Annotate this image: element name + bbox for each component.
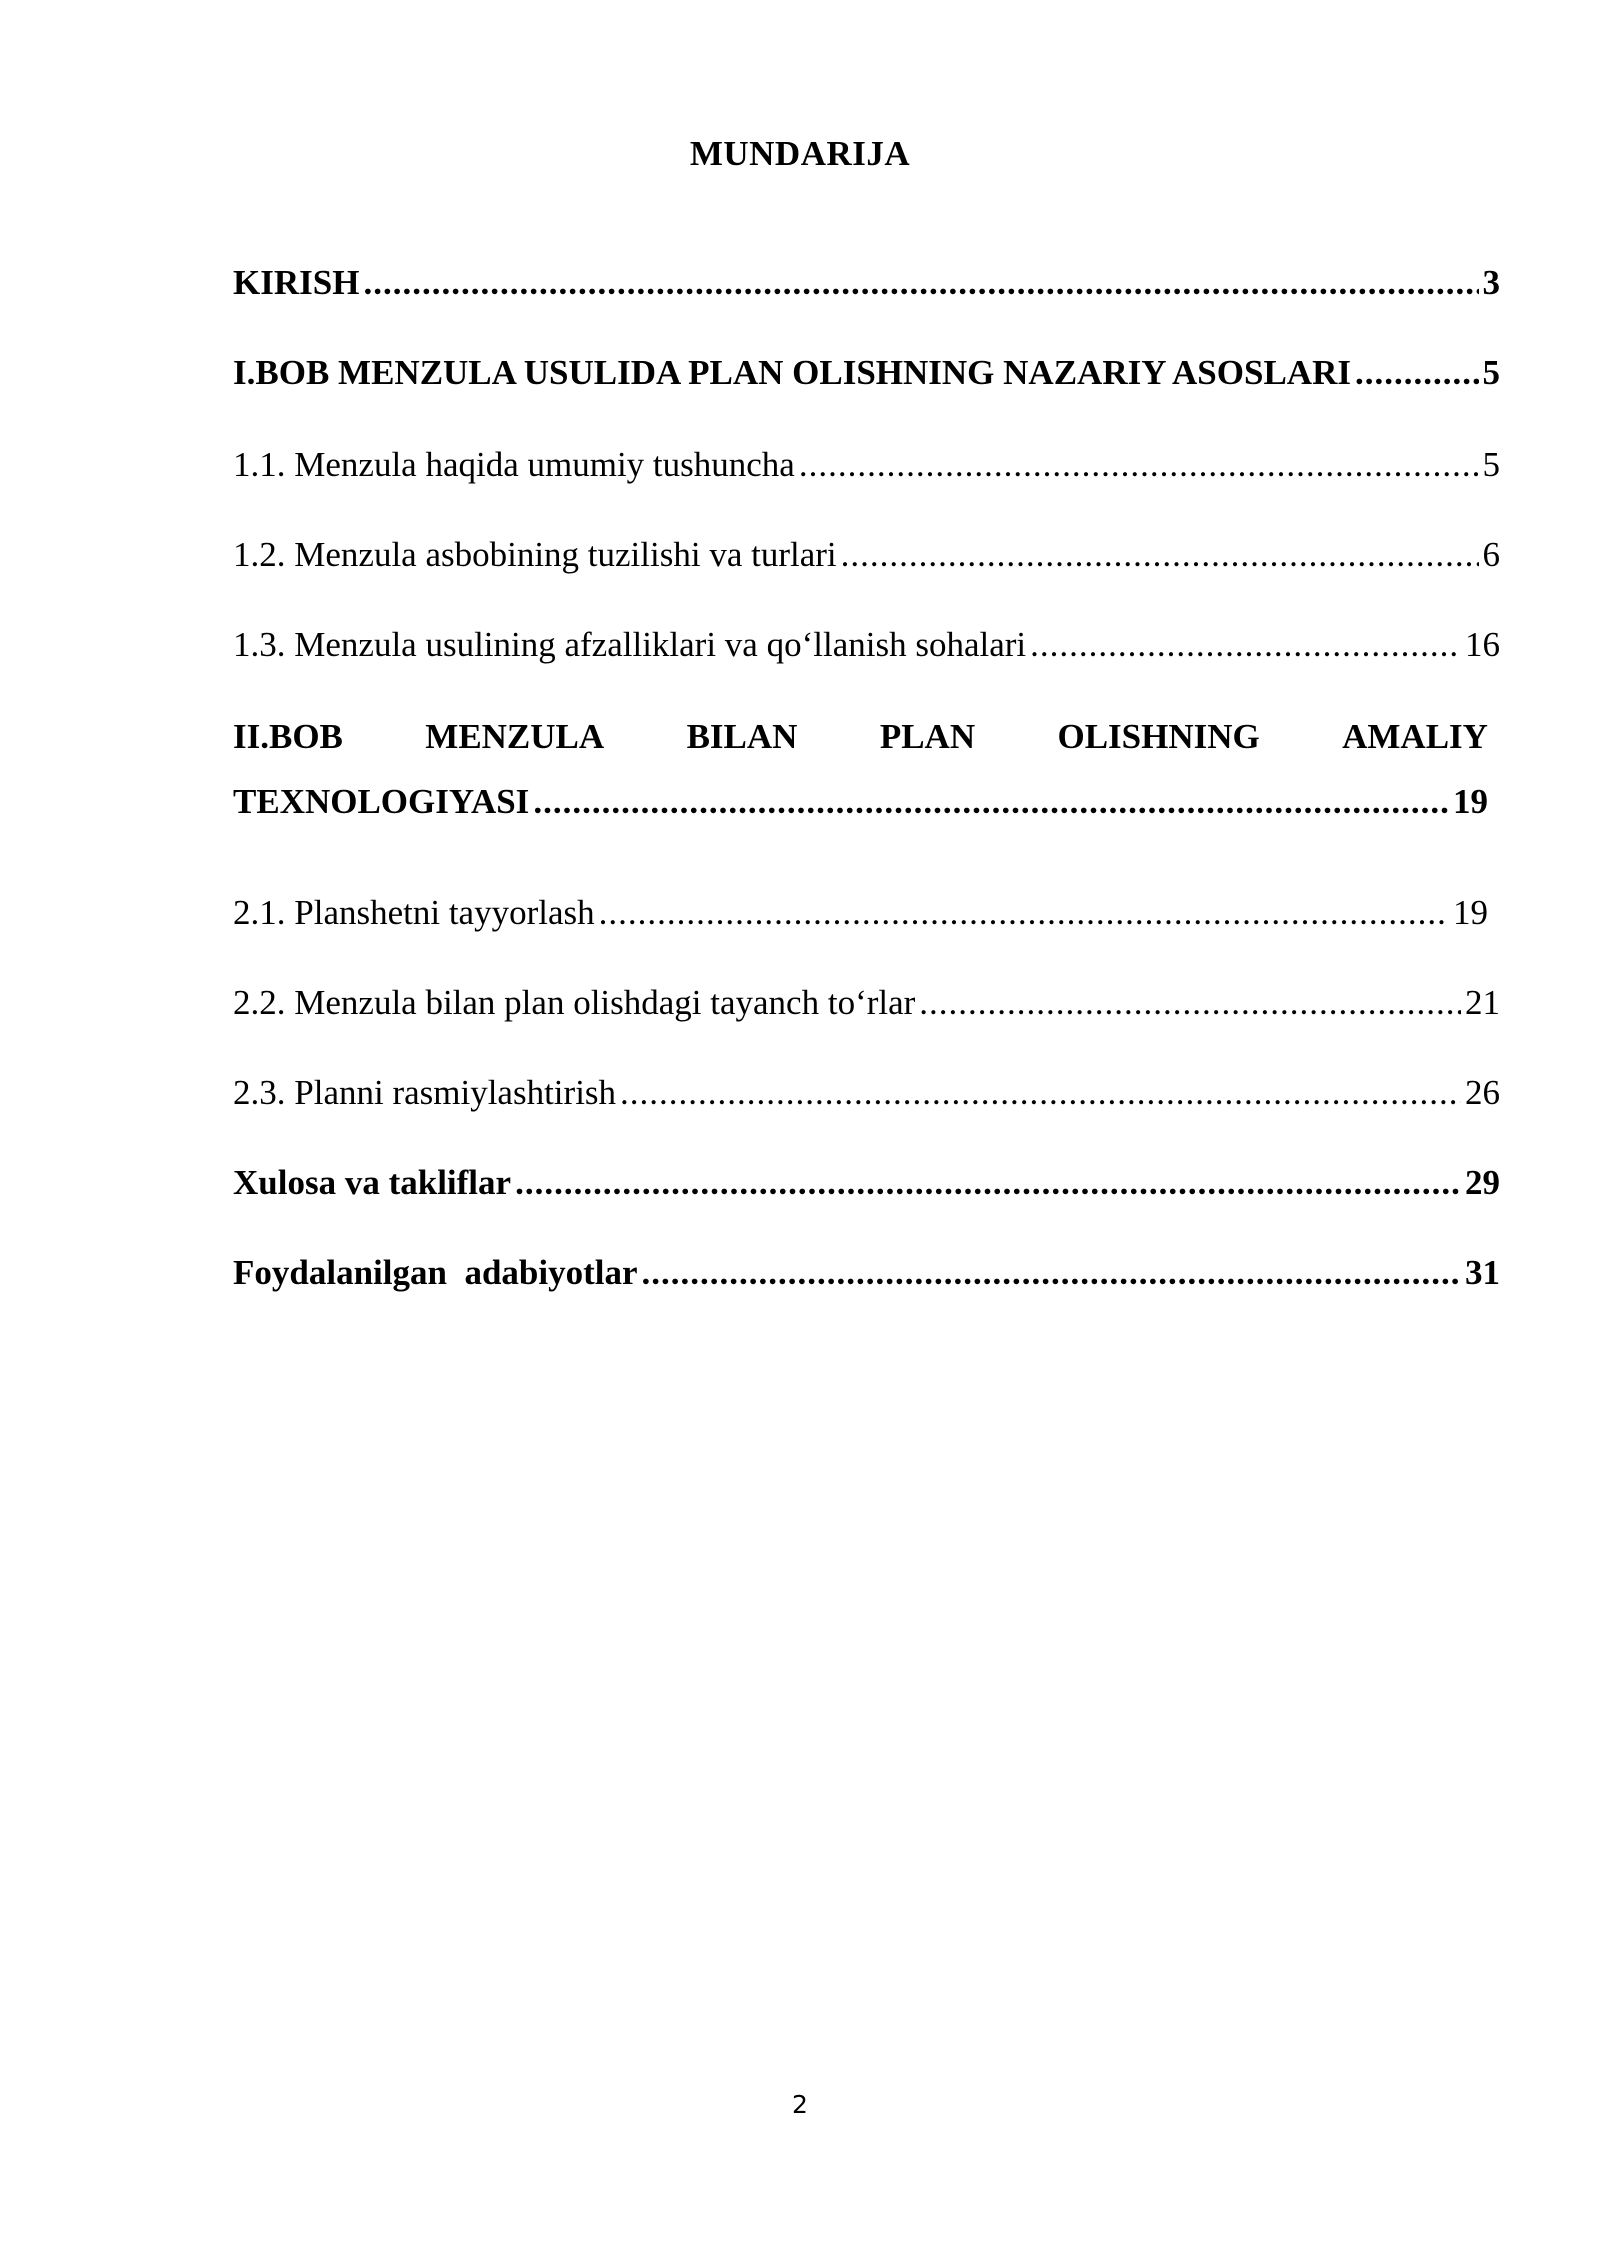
toc-entry-page: 5 bbox=[1482, 353, 1500, 392]
toc-word: II.BOB bbox=[233, 717, 343, 756]
toc-entry-chapter-2-line-2[interactable] bbox=[233, 777, 1488, 827]
toc-entry-label: 2.3. Planni rasmiylashtirish bbox=[233, 1073, 617, 1112]
toc-word: PLAN bbox=[879, 717, 976, 756]
toc-entry-label: Foydalanilgan adabiyotlar bbox=[233, 1253, 638, 1292]
toc-entry-page: 19 bbox=[1453, 782, 1488, 821]
page-title: MUNDARIJA bbox=[689, 134, 911, 173]
toc-entry-label: 1.2. Menzula asbobining tuzilishi va turlari bbox=[233, 535, 837, 574]
toc-entry-page: 5 bbox=[1482, 445, 1500, 484]
toc-entry-page: 21 bbox=[1465, 983, 1500, 1022]
toc-dot-leader bbox=[533, 777, 1449, 827]
toc-entry-label: 2.1. Planshetni tayyorlash bbox=[233, 893, 595, 932]
toc-dot-leader bbox=[799, 440, 1479, 490]
toc-entry-xulosa[interactable] bbox=[233, 1158, 1500, 1208]
toc-word: AMALIY bbox=[1342, 717, 1488, 756]
toc-entry-label: 2.2. Menzula bilan plan olishdagi tayanch to‘rlar bbox=[233, 983, 916, 1022]
toc-entry-chapter-1[interactable] bbox=[233, 348, 1500, 398]
toc-entry-section-2-3[interactable] bbox=[233, 1068, 1500, 1118]
toc-entry-section-2-2[interactable] bbox=[233, 978, 1500, 1028]
toc-entry-section-2-1[interactable] bbox=[233, 888, 1488, 938]
toc-entry-page: 3 bbox=[1482, 263, 1500, 302]
toc-entry-page: 29 bbox=[1465, 1163, 1500, 1202]
toc-dot-leader bbox=[642, 1248, 1461, 1298]
toc-entry-label: KIRISH bbox=[233, 263, 360, 302]
toc-entry-page: 6 bbox=[1482, 535, 1500, 574]
toc-dot-leader bbox=[515, 1158, 1461, 1208]
toc-entry-page: 19 bbox=[1453, 893, 1488, 932]
toc-dot-leader bbox=[1355, 348, 1479, 398]
toc-entry-label: I.BOB MENZULA USULIDA PLAN OLISHNING NAZARIY ASOSLARI bbox=[233, 353, 1351, 392]
toc-entry-section-1-2[interactable] bbox=[233, 530, 1500, 580]
toc-word: MENZULA bbox=[425, 717, 605, 756]
toc-dot-leader bbox=[363, 258, 1478, 308]
toc-entry-label: TEXNOLOGIYASI bbox=[233, 782, 530, 821]
toc-entry-adabiyotlar[interactable] bbox=[233, 1248, 1500, 1298]
toc-entry-page: 26 bbox=[1465, 1073, 1500, 1112]
toc-dot-leader bbox=[599, 888, 1449, 938]
toc-dot-leader bbox=[1030, 620, 1461, 670]
toc-dot-leader bbox=[841, 530, 1479, 580]
toc-dot-leader bbox=[620, 1068, 1461, 1118]
toc-entry-label: Xulosa va takliflar bbox=[233, 1163, 512, 1202]
toc-entry-page: 16 bbox=[1465, 625, 1500, 664]
toc-entry-label: 1.3. Menzula usulining afzalliklari va qo‘llanish sohalari bbox=[233, 625, 1027, 664]
toc-entry-page: 31 bbox=[1465, 1253, 1500, 1292]
toc-word: BILAN bbox=[686, 717, 798, 756]
toc-entry-section-1-1[interactable] bbox=[233, 440, 1500, 490]
toc-entry-kirish[interactable] bbox=[233, 258, 1500, 308]
toc-entry-label: 1.1. Menzula haqida umumiy tushuncha bbox=[233, 445, 795, 484]
toc-dot-leader bbox=[919, 978, 1461, 1028]
toc-entry-section-1-3[interactable] bbox=[233, 620, 1500, 670]
page-number: 2 bbox=[792, 2090, 808, 2119]
toc-word: OLISHNING bbox=[1057, 717, 1260, 756]
toc-entry-chapter-2-line-1[interactable] bbox=[233, 712, 1488, 762]
